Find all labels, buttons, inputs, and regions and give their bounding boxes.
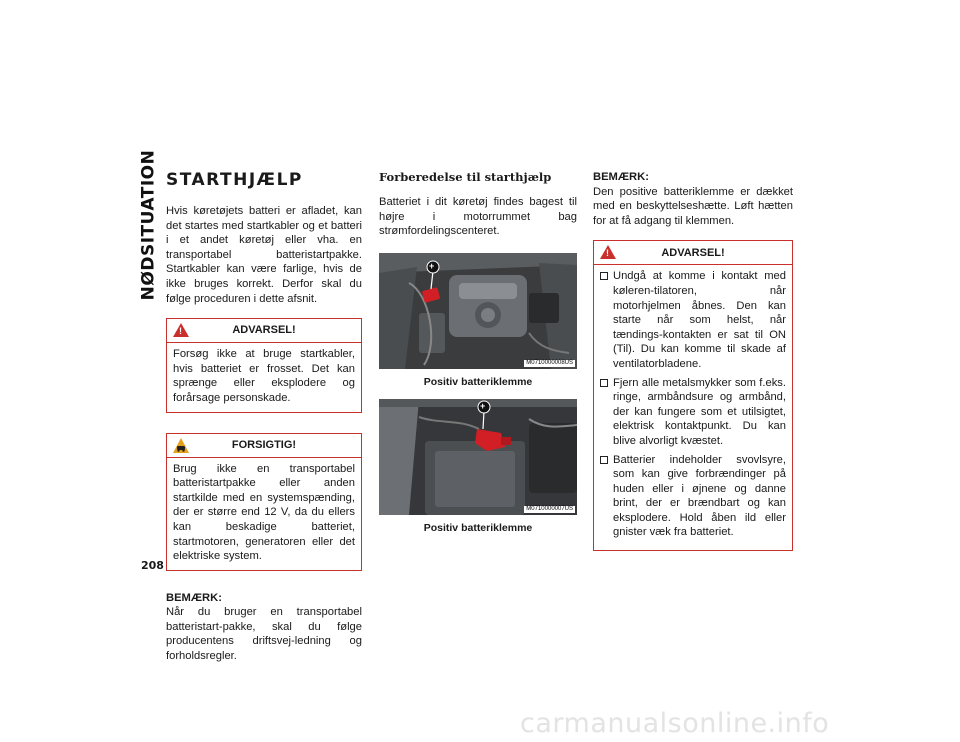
checkbox-icon — [600, 272, 608, 280]
page-title: STARTHJÆLP — [166, 170, 303, 190]
checkbox-icon — [600, 379, 608, 387]
page-number: 208 — [141, 559, 164, 572]
positive-marker-2: + — [480, 401, 486, 412]
watermark: carmanualsonline.info — [520, 708, 830, 739]
battery-location-text: Batteriet i dit køretøj findes bagest til højre i motorrummet bag strømfordelingscenteret. — [379, 196, 577, 238]
engine-bay-illustration-1 — [379, 253, 577, 369]
warning-text: Forsøg ikke at bruge startkabler, hvis batteriet er frosset. Det kan sprænge eller eksplodere og forårsage personskade. — [173, 348, 355, 404]
figure-caption-1: Positiv batteriklemme — [423, 375, 533, 388]
column-1 — [166, 170, 362, 664]
list-item: Fjern alle metalsmykker som f.eks. ringe, armbåndsure og armbånd, der kan fungere som et utilsigtet, elektrisk kontaktpunkt. Du kan blive alvorligt kvæstet. — [600, 376, 786, 449]
column-2 — [379, 170, 577, 546]
caution-text: Brug ikke en transportabel batteristartpakke eller anden startkilde med en systemspænding, der er større end 12 V, da du ellers kan beskadige batteriet, startmotoren, generatoren eller det elektriske system. — [173, 462, 355, 563]
checkbox-icon — [600, 456, 608, 464]
intro-paragraph: Hvis køretøjets batteri er afladet, kan det startes med startkabler og et batteri i et andet køretøj eller vha. en transportabel batteristartpakke. Startkabler kan være farlige, hvis de ikke bruges korrekt. Derfor skal du følge proceduren i dette afsnit. — [166, 205, 362, 305]
warning-box-header-2: ! ADVARSEL! — [594, 241, 792, 265]
note-title-2: BEMÆRK: — [593, 171, 649, 183]
caution-box-header — [167, 434, 361, 458]
caution-car-icon — [173, 438, 189, 453]
column-3 — [593, 170, 793, 551]
note-title: BEMÆRK: — [166, 591, 222, 604]
section-heading: Forberedelse til starthjælp — [379, 170, 552, 184]
section-tab-label: NØDSITUATION — [138, 149, 158, 301]
engine-bay-illustration-2 — [379, 399, 577, 515]
caution-box — [166, 433, 362, 571]
engine-photo-1 — [379, 253, 577, 369]
list-item: Undgå at komme i kontakt med køleren-tilatoren, når motorhjelmen åbnes. Den kan starte når som helst, når tændings-kontakten er sat til ON (Til). Du kan komme til skade af ventilatorbladene. — [600, 269, 786, 371]
caution-title: FORSIGTIG! — [231, 438, 297, 451]
warning-title: ADVARSEL! — [232, 324, 296, 337]
warning-box-2 — [593, 240, 793, 551]
warning-title-2: ADVARSEL! — [661, 246, 725, 259]
note-block — [166, 591, 362, 664]
list-item: Batterier indeholder svovlsyre, som kan give forbrændinger på huden eller i øjnene og danne brint, der er brændbart og kan eksplodere. Hold åben ild eller gnister væk fra batteriet. — [600, 453, 786, 541]
section-tab — [136, 149, 160, 301]
figure-code-2: M0710000007US — [526, 506, 573, 513]
warning-list — [600, 269, 786, 540]
positive-marker-1: + — [429, 260, 435, 271]
figure-caption-2: Positiv batteriklemme — [423, 522, 533, 535]
engine-photo-2 — [379, 399, 577, 515]
note-text-2: Den positive batteriklemme er dækket med en beskyttelseshætte. Løft hætten for at få adgang til klemmen. — [593, 185, 793, 227]
warning-box — [166, 318, 362, 412]
note-text: Når du bruger en transportabel batteristart-pakke, skal du følge producentens driftsvej-ledning og forholdsregler. — [166, 606, 362, 663]
figure-code-1: M0710000008US — [526, 359, 573, 366]
warning-box-header: ! ADVARSEL! — [167, 319, 361, 343]
